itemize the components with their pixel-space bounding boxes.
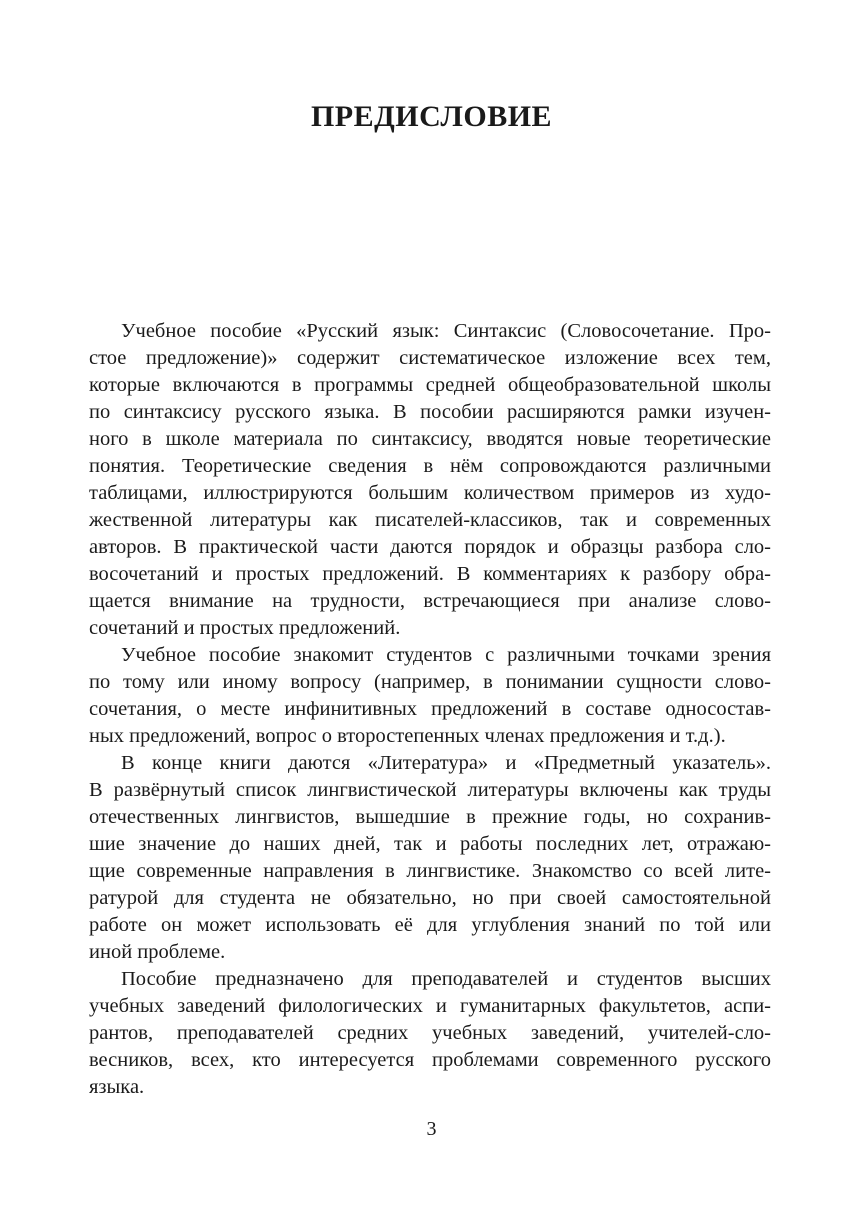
text-line: по синтаксису русского языка. В пособии расширяются рамки изучен- — [89, 401, 771, 423]
preface-body — [89, 318, 771, 1101]
text-line: иной проблеме. — [89, 941, 226, 963]
text-line: Учебное пособие знакомит студентов с различными точками зрения — [121, 644, 771, 666]
text-line: понятия. Теоретические сведения в нём сопровождаются различными — [89, 455, 771, 477]
paragraph — [89, 318, 771, 642]
text-line: стое предложение)» содержит систематическое изложение всех тем, — [89, 347, 771, 369]
text-line: работе он может использовать её для углубления знаний по той или — [89, 914, 771, 936]
paragraph — [89, 966, 771, 1101]
text-line: В конце книги даются «Литература» и «Предметный указатель». — [121, 752, 771, 774]
paragraph — [89, 750, 771, 966]
text-line: авторов. В практической части даются порядок и образцы разбора сло- — [89, 536, 771, 558]
text-line: щие современные направления в лингвистике. Знакомство со всей лите- — [89, 860, 771, 882]
text-line: Пособие предназначено для преподавателей и студентов высших — [121, 968, 771, 990]
text-line: языка. — [89, 1076, 145, 1098]
text-line: жественной литературы как писателей-классиков, так и современных — [89, 509, 771, 531]
text-line: сочетания, о месте инфинитивных предложений в составе односостав- — [89, 698, 771, 720]
text-line: шие значение до наших дней, так и работы последних лет, отражаю- — [89, 833, 771, 855]
text-line: восочетаний и простых предложений. В комментариях к разбору обра- — [89, 563, 771, 585]
text-line: учебных заведений филологических и гуманитарных факультетов, аспи- — [89, 995, 771, 1017]
text-line: сочетаний и простых предложений. — [89, 617, 401, 639]
paragraph — [89, 642, 771, 750]
text-line: щается внимание на трудности, встречающиеся при анализе слово- — [89, 590, 771, 612]
text-line: по тому или иному вопросу (например, в понимании сущности слово- — [89, 671, 771, 693]
text-line: весников, всех, кто интересуется проблемами современного русского — [89, 1049, 771, 1071]
text-line: ратурой для студента не обязательно, но при своей самостоятельной — [89, 887, 771, 909]
text-line: которые включаются в программы средней общеобразовательной школы — [89, 374, 771, 396]
page-title: ПРЕДИСЛОВИЕ — [310, 100, 553, 133]
page-number: 3 — [426, 1118, 437, 1140]
text-line: таблицами, иллюстрируются большим количеством примеров из худо- — [89, 482, 771, 504]
text-line: Учебное пособие «Русский язык: Синтаксис (Словосочетание. Про- — [121, 320, 771, 342]
text-line: В развёрнутый список лингвистической литературы включены как труды — [89, 779, 771, 801]
text-line: отечественных лингвистов, вышедшие в прежние годы, но сохранив- — [89, 806, 771, 828]
text-line: ного в школе материала по синтаксису, вводятся новые теоретические — [89, 428, 771, 450]
text-line: ных предложений, вопрос о второстепенных членах предложения и т.д.). — [89, 725, 726, 747]
text-line: рантов, преподавателей средних учебных заведений, учителей-сло- — [89, 1022, 771, 1044]
